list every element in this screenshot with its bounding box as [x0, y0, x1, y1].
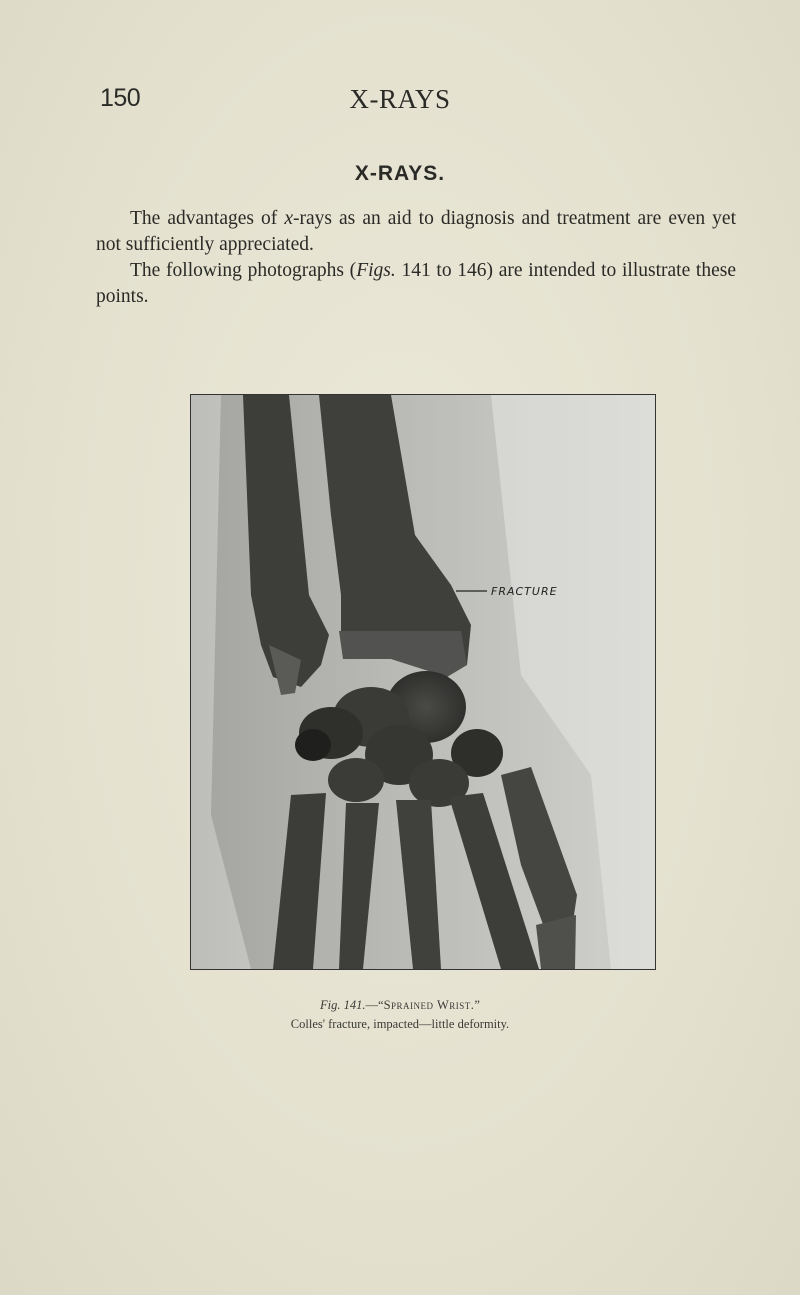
caption-fig-label: Fig. 141.	[320, 998, 366, 1012]
caption-close: ”	[474, 998, 480, 1012]
paragraph-1	[96, 206, 736, 258]
caption-title: Sprained Wrist.	[383, 998, 475, 1012]
caption-separator: —“	[365, 998, 384, 1012]
caption-note: Colles' fracture, impacted—little deformity.	[290, 1017, 510, 1031]
section-title: X-RAYS.	[354, 162, 446, 185]
paragraph-2-italic: Figs.	[356, 260, 396, 281]
wrist-xray-image	[191, 395, 655, 969]
fracture-label: FRACTURE	[491, 585, 558, 598]
paragraph-1-text-b: -rays as an aid to diagnosis and treatment are even yet not sufficiently appreciated.	[96, 208, 737, 255]
paragraph-2-text-a: The following photographs (	[130, 260, 357, 281]
running-title: X-RAYS	[349, 84, 451, 114]
running-head	[0, 84, 800, 124]
paragraph-1-italic: x	[284, 208, 293, 229]
paragraph-2-text-b: 141 to 146) are intended to illustrate these points.	[96, 260, 737, 307]
figure-caption	[0, 996, 800, 1034]
page-number: 150	[100, 84, 141, 112]
body-text	[96, 206, 736, 310]
xray-figure	[190, 394, 656, 970]
caption-line-1	[0, 996, 800, 1015]
paragraph-2	[96, 258, 736, 310]
paragraph-1-text-a: The advantages of	[130, 208, 285, 229]
